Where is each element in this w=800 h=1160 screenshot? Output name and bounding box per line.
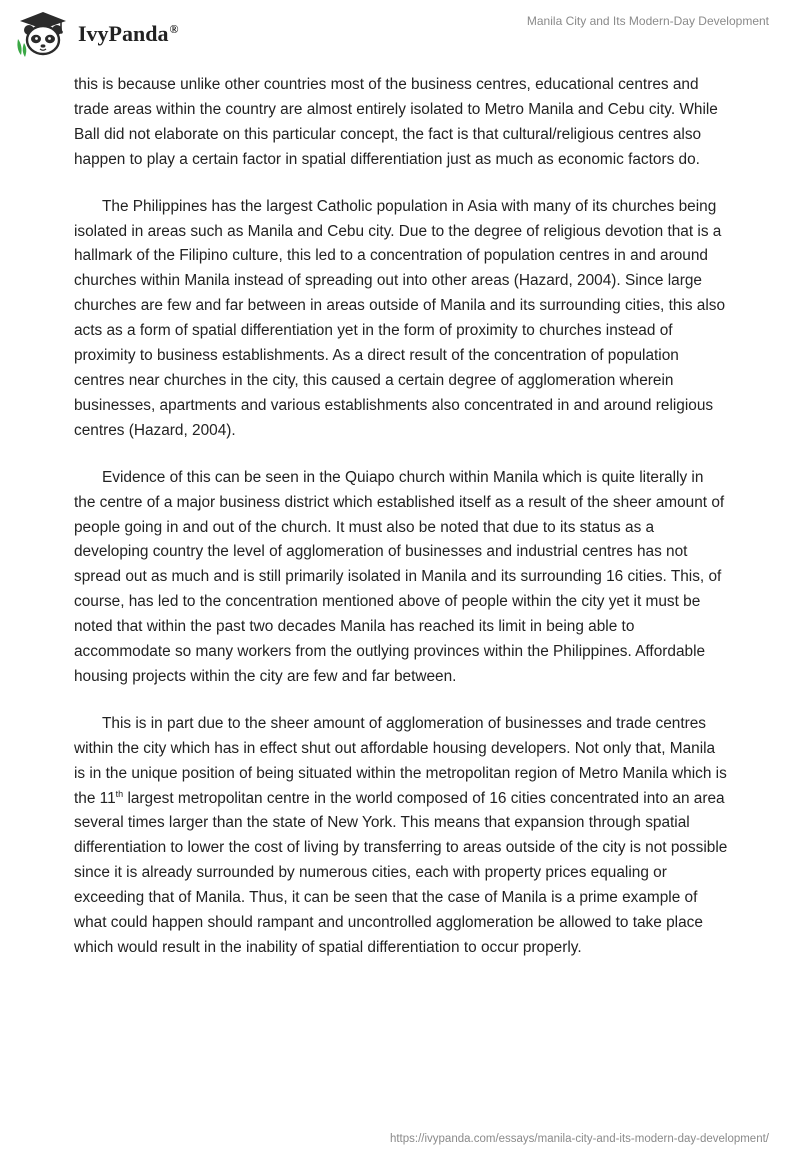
ivypanda-logo[interactable] — [14, 9, 214, 59]
ordinal-suffix: th — [115, 788, 124, 799]
source-url[interactable]: https://ivypanda.com/essays/manila-city-and-its-modern-day-development/ — [389, 1133, 769, 1145]
paragraph-4-text-before: This is in part due to the sheer amount of agglomeration of businesses and trade centres within the city which has in effect shut out affordable housing developers. Not only that, Manila is in the unique position of being situated within the metropolitan region of Metro Manila which is the 11 — [74, 714, 727, 807]
essay-body — [74, 73, 728, 983]
registered-mark: ® — [169, 21, 179, 36]
paragraph-3: Evidence of this can be seen in the Quiapo church within Manila which is quite literally in the centre of a major business district which established itself as a result of the sheer amount of people going in and out of the church. It must also be noted that due to its status as a developing country the level of agglomeration of businesses and industrial centres has not spread out as much and is still primarily isolated in Manila and its surrounding 16 cities. This, of course, has led to the concentration mentioned above of people within the city yet it must be noted that within the past two decades Manila has reached its limit in being able to accommodate so many workers from the outlying provinces within the Philippines. Affordable housing projects within the city are few and far between. — [74, 468, 725, 685]
paragraph-4-text-after: largest metropolitan centre in the world composed of 16 cities concentrated into an area several times larger than the state of New York. This means that expansion through spatial differentiation to lower the cost of living by transferring to areas outside of the city is not possible since it is already surrounded by numerous cities, each with property prices equaling or exceeding that of Manila. Thus, it can be seen that the case of Manila is a prime example of what could happen should rampant and uncontrolled agglomeration be allowed to take place which would result in the inability of spatial differentiation to occur properly. — [74, 789, 728, 956]
page-header — [0, 0, 800, 70]
brand-name: IvyPanda® — [78, 21, 179, 46]
paragraph-1: this is because unlike other countries most of the business centres, educational centres and trade areas within the country are almost entirely isolated to Metro Manila and Cebu city. While Ball did not elaborate on this particular concept, the fact is that cultural/religious centres also happen to play a certain factor in spatial differentiation just as much as economic factors do. — [74, 76, 718, 168]
panda-graduate-icon — [14, 9, 72, 59]
paragraph-4 — [74, 712, 728, 961]
document-title: Manila City and Its Modern-Day Development — [526, 14, 769, 28]
paragraph-2: The Philippines has the largest Catholic population in Asia with many of its churches being isolated in areas such as Manila and Cebu city. Due to the degree of religious devotion that is a hallmark of the Filipino culture, this led to a concentration of population centres in and around churches within Manila instead of spreading out into other areas (Hazard, 2004). Since large churches are few and far between in areas outside of Manila and its surrounding cities, this also acts as a form of spatial differentiation yet in the form of proximity to churches instead of proximity to business establishments. As a direct result of the concentration of population centres near churches in the city, this caused a certain degree of agglomeration wherein businesses, apartments and various establishments also concentrated in and around religious centres (Hazard, 2004). — [74, 197, 726, 439]
